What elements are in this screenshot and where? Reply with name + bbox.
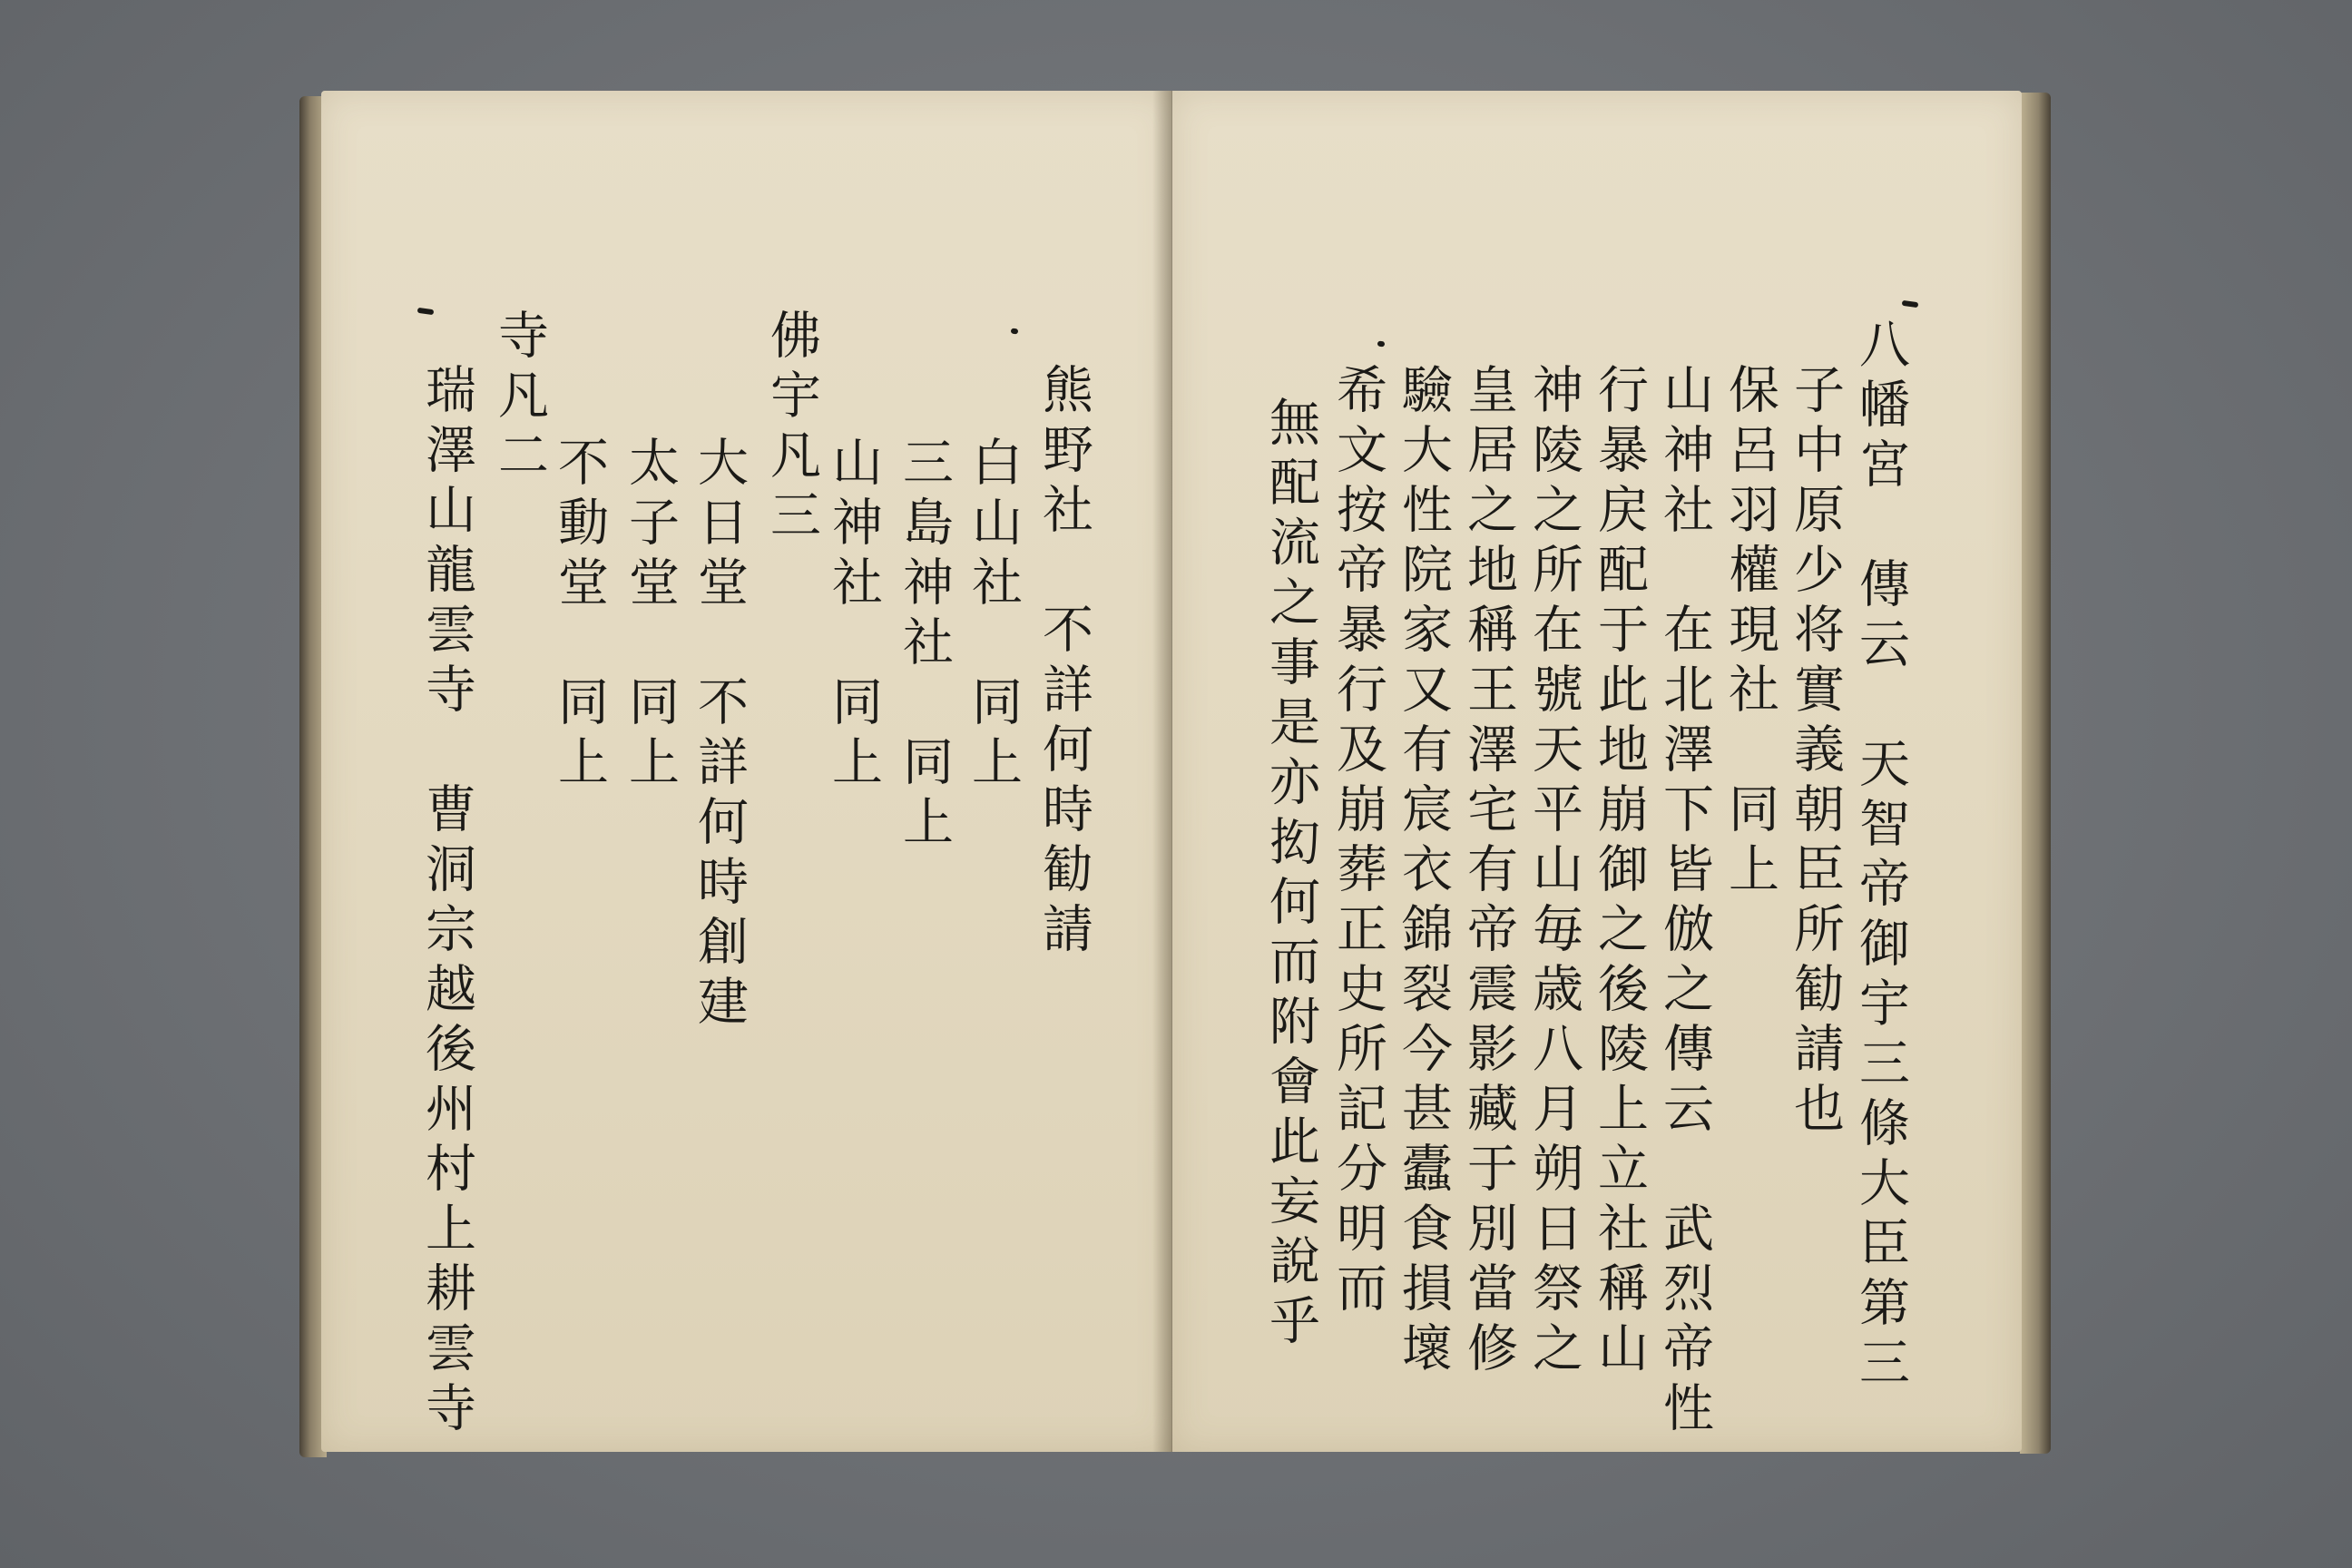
- section-heading: 佛宇凡三: [762, 309, 821, 548]
- text-column: 白山社 同上: [964, 436, 1023, 795]
- section-heading: 寺凡二: [490, 309, 549, 488]
- text-column: 瑞澤山龍雲寺 曹洞宗越後州村上耕雲寺: [417, 363, 476, 1441]
- open-book: [299, 87, 2051, 1475]
- text-column: 熊野社 不詳何時勧請: [1034, 363, 1093, 962]
- text-column: 無配流之事是亦抝何而附會此妄說乎: [1261, 396, 1320, 1354]
- text-column: 驗大性院家又有宸衣錦裂今甚蠹食損壞: [1394, 363, 1453, 1381]
- book-edge-right: [2020, 93, 2051, 1454]
- right-page: [1172, 91, 2022, 1452]
- dot-mark: [1011, 328, 1019, 334]
- text-column: 八幡宮 傳云 天智帝御宇三條大臣第三: [1851, 318, 1910, 1396]
- dot-mark: [1377, 340, 1386, 347]
- text-column: 子中原少将實義朝臣所勧請也: [1786, 363, 1845, 1142]
- text-column: 保呂羽權現社 同上: [1720, 363, 1779, 902]
- text-column: 不動堂 同上: [550, 436, 609, 795]
- start-mark: [1902, 300, 1919, 308]
- text-column: 大日堂 不詳何時創建: [690, 436, 749, 1034]
- start-mark: [417, 308, 435, 315]
- text-column: 希文按帝暴行及崩葬正史所記分明而: [1328, 363, 1387, 1321]
- text-column: 神陵之所在號天平山毎歳八月朔日祭之: [1524, 363, 1583, 1381]
- text-column: 行暴戻配于此地崩御之後陵上立社稱山: [1590, 363, 1649, 1381]
- text-column: 太子堂 同上: [621, 436, 680, 795]
- text-column: 山神社 同上: [824, 436, 883, 795]
- left-page: [321, 91, 1172, 1452]
- text-column: 皇居之地稱王澤宅有帝震影藏于別當修: [1459, 363, 1518, 1381]
- text-column: 山神社 在北澤下皆倣之傳云 武烈帝性: [1655, 363, 1714, 1441]
- text-column: 三島神社 同上: [895, 436, 954, 855]
